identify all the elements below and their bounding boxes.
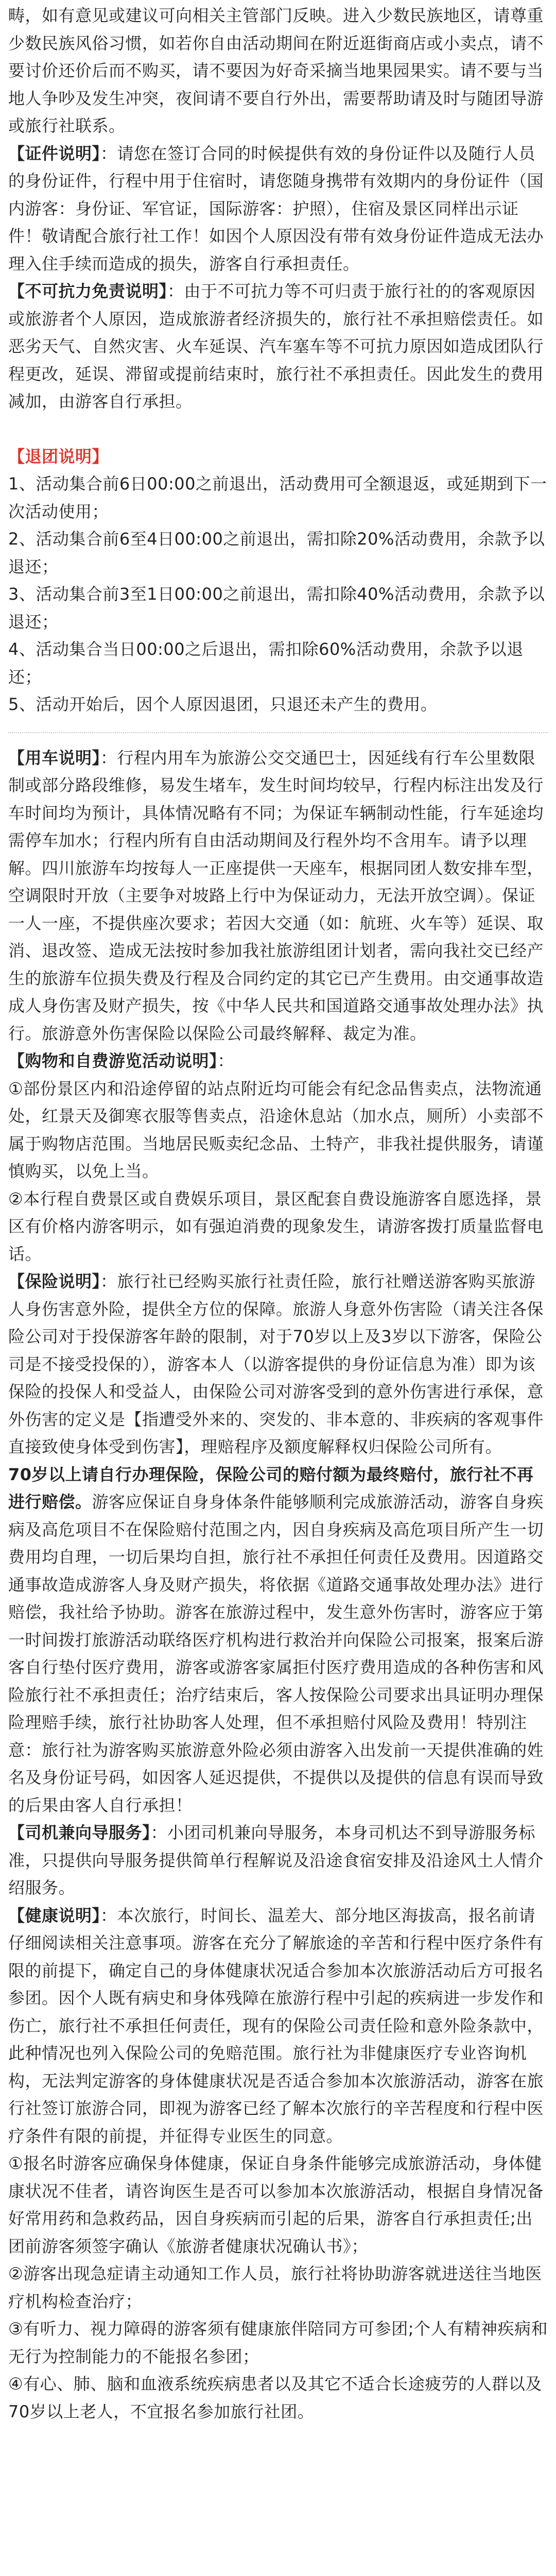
insurance-note-text: 游客应保证自身身体条件能够顺利完成旅游活动，游客自身疾病及高危项目不在保险赔付范围之内，因自身疾病及高危项目所产生一切费用均自理，一切后果均自担，旅行社不承担任何责任及费用。因道路交通事故造成游客人身及财产损失，将依据《道路交通事故处理办法》进行赔偿，我社给予协助。游客在旅游过程中，发生意外伤害时，游客应于第一时间拨打旅游活动联络医疗机构进行救治并向保险公司报案，报案后游客自行垫付医疗费用，游客或游客家属拒付医疗费用造成的各种伤害和风险旅行社不承担责任；治疗结束后，客人按保险公司要求出具证明办理保险理赔手续，旅行社协助客人处理，但不承担赔付风险及费用！特别注意：旅行社为游客购买旅游意外险必须由游客入出发前一天提供准确的姓名及身份证号码，如因客人延迟提供，不提供以及提供的信息有误而导致的后果由客人自行承担！ [8,1492,544,1815]
insurance-age-note: 70岁以上请自行办理保险，保险公司的赔付额为最终赔付，旅行社不再进行赔偿。 [8,1464,534,1512]
shopping-heading: 【购物和自费游览活动说明】 [8,1051,218,1071]
refund-item: 4、活动集合当日00:00之后退出，需扣除60%活动费用，余款予以退还； [8,639,524,687]
intro-paragraph: 畴，如有意见或建议可向相关主管部门反映。进入少数民族地区，请尊重少数民族风俗习惯，如若你自由活动期间在附近逛街商店或小卖点，请不要讨价还价后而不购买，请不要因为好奇采摘当地果园果实。请不要与当地人争吵及发生冲突，夜间请不要自行外出，需要帮助请及时与随团导游或旅行社联系。 [8,6,544,135]
section-divider [8,732,548,733]
id-section [8,140,548,278]
force-majeure-heading: 【不可抗力免责说明】 [8,281,168,301]
force-majeure-section [8,278,548,416]
vehicle-text: ：行程内用车为旅游公交交通巴士，因延线有行车公里数限制或部分路段维修，易发生堵车，发生时间均较早，行程内标注出发及行车时间均为预计，具体情况略有不同；为保证车辆制动性能，行车延途均需停车加水；行程内所有自由活动期间及行程外均不含用车。请予以理解。四川旅游车均按每人一正座提供一天座车，根据同团人数安排车型，空调限时开放（主要争对坡路上行中为保证动力，无法开放空调）。保证一人一座，不提供座次要求；若因大交通（如：航班、火车等）延误、取消、退改签、造成无法按时参加我社旅游组团计划者，需向我社交已经产生的旅游车位损失费及行程及合同约定的其它已产生费用。由交通事故造成人身伤害及财产损失，按《中华人民共和国道路交通事故处理办法》执行。旅游意外伤害保险以保险公司最终解释、裁定为准。 [8,748,544,1043]
shopping-item: ②本行程自费景区或自费娱乐项目，景区配套自费设施游客自愿选择，景区有价格内游客明示，如有强迫消费的现象发生，请游客拨打质量监督电话。 [8,1189,544,1264]
vehicle-section [8,744,548,1048]
id-section-heading: 【证件说明】 [8,143,101,163]
shopping-section [8,1047,548,1075]
insurance-heading: 【保险说明】 [8,1272,101,1291]
health-item: ②游客出现急症请主动通知工作人员，旅行社将协助游客就进送往当地医疗机构检查治疗； [8,2264,542,2311]
force-majeure-text: ：由于不可抗力等不可归责于旅行社的的客观原因或旅游者个人原因，造成旅游者经济损失的，旅行社不承担赔偿责任。如恶劣天气、自然灾害、火车延误、汽车塞车等不可抗力原因如造成团队行程更改，延误、滞留或提前结束时，旅行社不承担责任。因此发生的费用减加，由游客自行承担。 [8,281,544,411]
health-item: ④有心、肺、脑和血液系统疾病患者以及其它不适合长途疲劳的人群以及70岁以上老人，不宜报名参加旅行社团。 [8,2374,542,2421]
health-section [8,1902,548,2150]
spacer [8,416,548,443]
refund-item: 3、活动集合前3至1日00:00之前退出，需扣除40%活动费用，余款予以退还； [8,584,545,632]
insurance-section [8,1268,548,1461]
shopping-text: ： [217,1051,235,1071]
guide-heading: 【司机兼向导服务】 [8,1823,151,1842]
refund-heading: 【退团说明】 [8,446,109,466]
vehicle-heading: 【用车说明】 [8,748,101,768]
refund-item: 5、活动开始后，因个人原因退团，只退还未产生的费用。 [8,694,438,714]
refund-item: 2、活动集合前6至4日00:00之前退出，需扣除20%活动费用，余款予以退还； [8,529,545,577]
health-text: ：本次旅行，时间长、温差大、部分地区海拔高，报名前请仔细阅读相关注意事项。游客在充分了解旅途的辛苦和行程中医疗条件有限的前提下，确定自己的身体健康状况适合参加本次旅游活动后方可报名参团。因个人既有病史和身体残障在旅游行程中引起的疾病进一步发作和伤亡，旅行社不承担任何责任，现有的保险公司责任险和意外险条款中，此种情况也列入保险公司的免赔范围。旅行社为非健康医疗专业咨询机构，无法判定游客的身体健康状况是否适合参加本次旅游活动，游客在旅行社签订旅游合同，即视为游客已经了解本次旅行的辛苦程度和行程中医疗条件有限的前提，并征得专业医生的同意。 [8,1905,544,2146]
guide-section [8,1819,548,1902]
health-item: ③有听力、视力障碍的游客须有健康旅伴陪同方可参团;个人有精神疾病和无行为控制能力的不能报名参团； [8,2319,548,2366]
health-item: ①报名时游客应确保身体健康，保证自身条件能够完成旅游活动，身体健康状况不佳者，请咨询医生是否可以参加本次旅游活动，根据自身情况备好常用药和急救药品，因自身疾病而引起的后果，游客自行承担责任;出团前游客须签字确认《旅游者健康状况确认书》； [8,2154,544,2256]
guide-text: ：小团司机兼向导服务，本身司机达不到导游服务标准，只提供向导服务提供简单行程解说及沿途食宿安排及沿途风土人情介绍服务。 [8,1823,544,1897]
id-section-text: ：请您在签订合同的时候提供有效的身份证件以及随行人员的身份证件，行程中用于住宿时，请您随身携带有效期内的身份证件（国内游客：身份证、军官证，国际游客：护照），住宿及景区同样出示证件！敬请配合旅行社工作！如因个人原因没有带有效身份证件造成无法办理入住手续而造成的损失，游客自行承担责任。 [8,143,544,274]
refund-item: 1、活动集合前6日00:00之前退出，活动费用可全额退返，或延期到下一次活动使用； [8,474,547,521]
health-heading: 【健康说明】 [8,1905,101,1925]
shopping-item: ①部份景区内和沿途停留的站点附近均可能会有纪念品售卖点，法物流通处，红景天及御寒衣服等售卖点，沿途休息站（加水点，厕所）小卖部不属于购物店范围。当地居民贩卖纪念品、土特产，非我社提供服务，请谨慎购买，以免上当。 [8,1078,544,1181]
insurance-note [8,1461,548,1820]
insurance-text: ：旅行社已经购买旅行社责任险，旅行社赠送游客购买旅游人身伤害意外险，提供全方位的保障。旅游人身意外伤害险（请关注各保险公司对于投保游客年龄的限制，对于70岁以上及3岁以下游客，保险公司是不接受投保的），游客本人（以游客提供的身份证信息为准）即为该保险的投保人和受益人，由保险公司对游客受到的意外伤害进行承保，意外伤害的定义是【指遭受外来的、突发的、非本意的、非疾病的客观事件直接致使身体受到伤害】，理赔程序及额度解释权归保险公司所有。 [8,1272,544,1456]
